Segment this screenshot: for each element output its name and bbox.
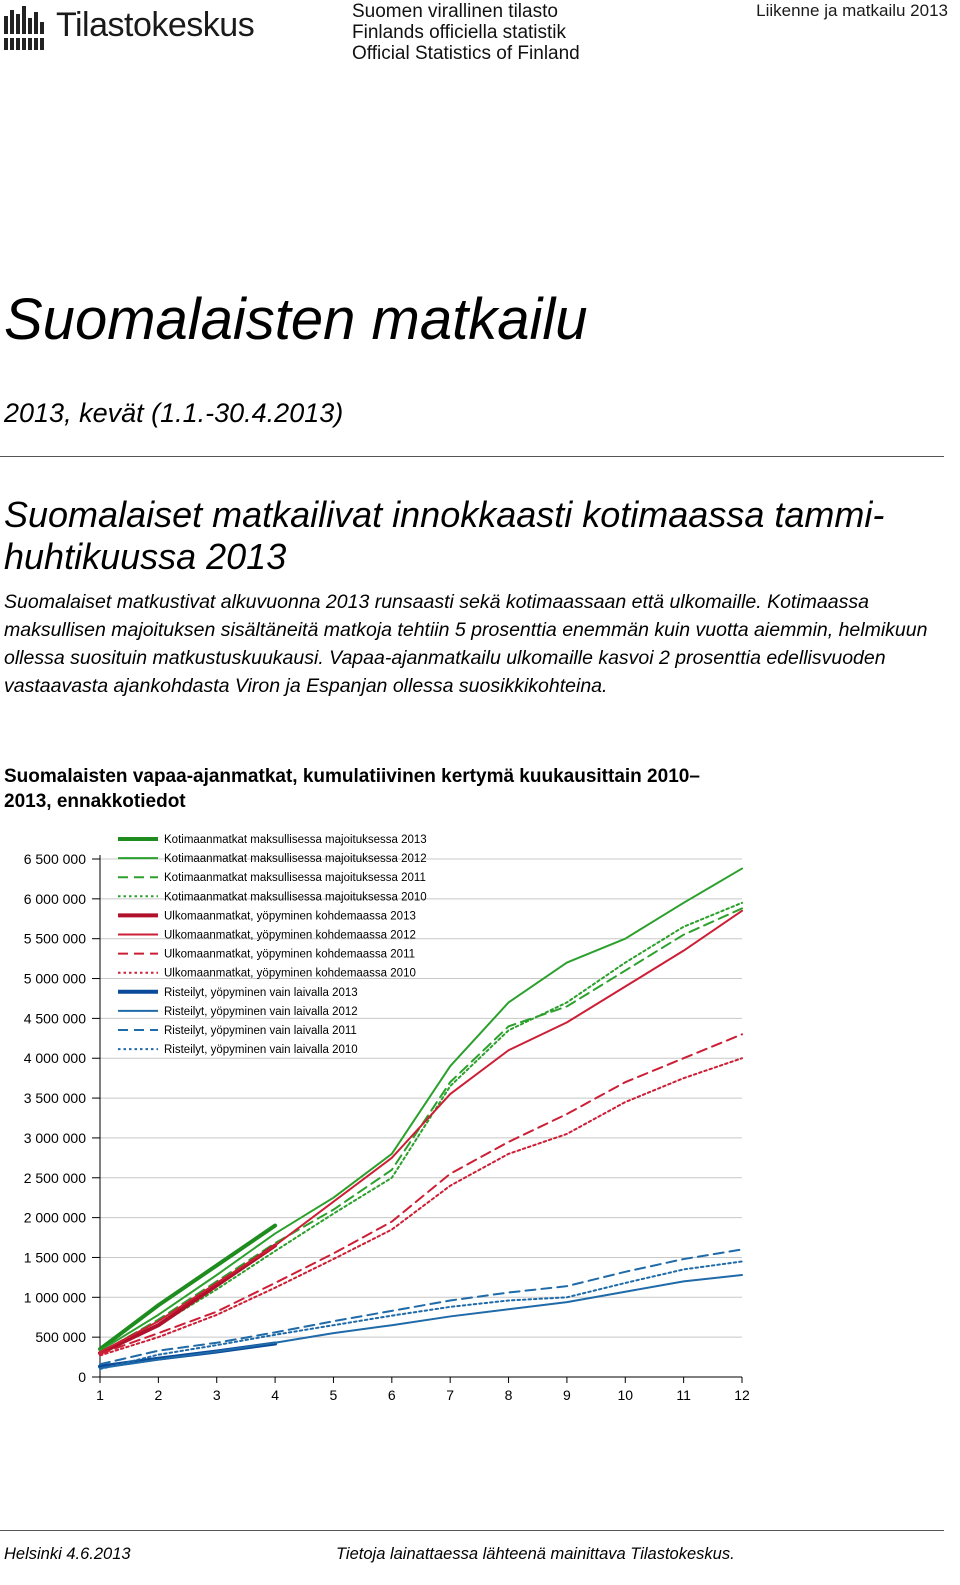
legend-label: Kotimaanmatkat maksullisessa majoituksessa 2013 <box>164 834 427 846</box>
x-tick-label: 1 <box>96 1387 104 1403</box>
legend-label: Risteilyt, yöpyminen vain laivalla 2012 <box>164 1005 358 1018</box>
x-tick-label: 10 <box>617 1387 634 1403</box>
x-tick-label: 5 <box>329 1387 338 1403</box>
period-label: 2013, kevät (1.1.-30.4.2013) <box>4 398 344 428</box>
y-tick-label: 0 <box>78 1369 86 1385</box>
x-tick-label: 11 <box>676 1387 691 1403</box>
legend-label: Ulkomaanmatkat, yöpyminen kohdemaassa 2012 <box>164 929 416 942</box>
x-tick-label: 6 <box>387 1387 396 1403</box>
tilastokeskus-logo <box>0 0 255 60</box>
chart-title: Suomalaisten vapaa-ajanmatkat, kumulatiivinen kertymä kuukausittain 2010–2013, ennakkotiedot <box>4 766 700 812</box>
x-tick-label: 9 <box>563 1387 571 1403</box>
y-tick-label: 3 000 000 <box>23 1129 86 1146</box>
legend-label: Ulkomaanmatkat, yöpyminen kohdemaassa 2013 <box>164 910 416 923</box>
legend-label: Ulkomaanmatkat, yöpyminen kohdemaassa 2011 <box>164 948 416 961</box>
series-line <box>100 1249 742 1364</box>
x-tick-label: 7 <box>446 1387 455 1403</box>
footer-divider <box>0 1530 944 1531</box>
logo-text: Tilastokeskus <box>56 6 255 44</box>
legend-label: Kotimaanmatkat maksullisessa majoituksessa 2010 <box>164 891 427 904</box>
y-tick-label: 4 000 000 <box>23 1050 86 1067</box>
line-chart <box>0 820 960 1420</box>
y-tick-label: 1 000 000 <box>23 1289 86 1306</box>
y-tick-label: 1 500 000 <box>23 1249 86 1266</box>
legend-label: Risteilyt, yöpyminen vain laivalla 2013 <box>164 986 358 999</box>
y-tick-label: 5 500 000 <box>23 930 86 947</box>
legend-label: Risteilyt, yöpyminen vain laivalla 2011 <box>164 1025 357 1037</box>
headline: Suomalaiset matkailivat innokkaasti kotimaassa tammi-huhtikuussa 2013 <box>4 494 885 577</box>
legend-label: Risteilyt, yöpyminen vain laivalla 2010 <box>164 1044 358 1057</box>
y-tick-label: 3 500 000 <box>23 1090 86 1107</box>
x-tick-label: 8 <box>504 1387 513 1403</box>
series-name: Liikenne ja matkailu 2013 <box>756 1 948 20</box>
official-statistics-label <box>352 1 580 64</box>
official-line-sv: Finlands officiella statistik <box>352 22 567 43</box>
y-tick-label: 6 000 000 <box>23 890 86 907</box>
divider <box>0 456 944 457</box>
x-tick-label: 4 <box>271 1387 279 1403</box>
official-line-en: Official Statistics of Finland <box>352 43 580 64</box>
y-tick-label: 6 500 000 <box>23 851 86 867</box>
logo-mark-icon <box>2 4 52 56</box>
page-title: Suomalaisten matkailu <box>4 287 588 352</box>
footer-source-note: Tietoja lainattaessa lähteenä mainittava Tilastokeskus. <box>336 1545 735 1563</box>
footer-date: Helsinki 4.6.2013 <box>4 1545 131 1563</box>
x-tick-label: 12 <box>734 1387 750 1403</box>
legend-label: Ulkomaanmatkat, yöpyminen kohdemaassa 2010 <box>164 967 416 980</box>
y-tick-label: 500 000 <box>35 1329 86 1346</box>
y-tick-label: 2 500 000 <box>23 1169 86 1186</box>
lead-paragraph: Suomalaiset matkustivat alkuvuonna 2013 runsaasti sekä kotimaassaan että ulkomaille. Kotimaassa maksullisen majoituksen sisältäneitä matkoja tehtiin 5 prosenttia enemmän kuin vuotta aiemmin, helmikuun ollessa suosituin matkustuskuukausi. Vapaa-ajanmatkailu ulkomaille kasvoi 2 prosenttia edellisvuoden vastaavasta ajankohdasta Viron ja Espanjan ollessa suosikkikohteina. <box>4 591 928 697</box>
legend-label: Kotimaanmatkat maksullisessa majoituksessa 2011 <box>164 872 426 885</box>
y-tick-label: 5 000 000 <box>23 970 86 987</box>
y-tick-label: 4 500 000 <box>23 1010 86 1027</box>
x-tick-label: 2 <box>154 1387 163 1403</box>
y-tick-label: 2 000 000 <box>23 1209 86 1226</box>
series-line <box>100 1226 275 1350</box>
legend-label: Kotimaanmatkat maksullisessa majoituksessa 2012 <box>164 853 427 866</box>
x-tick-label: 3 <box>212 1387 221 1403</box>
official-line-fi: Suomen virallinen tilasto <box>352 1 558 22</box>
